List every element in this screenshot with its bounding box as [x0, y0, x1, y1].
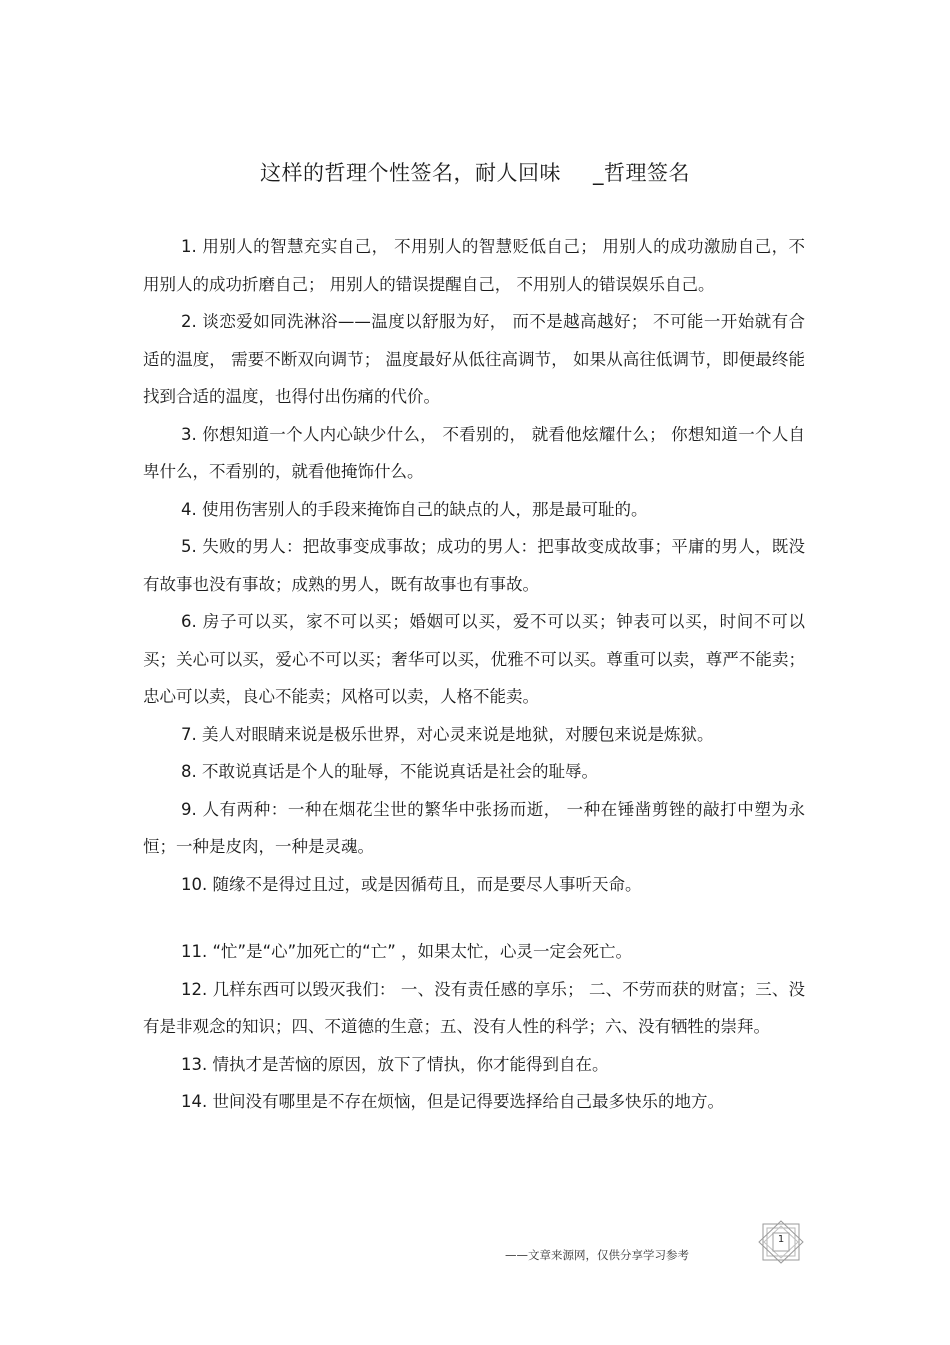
paragraph: 10. 随缘不是得过且过，或是因循苟且，而是要尽人事听天命。 — [181, 874, 642, 894]
section-spacer — [143, 903, 805, 933]
paragraph: 5. 失败的男人：把故事变成事故；成功的男人：把事故变成故事；平庸的男人，既没有故事也没有事故；成熟的男人，既有故事也有事故。 — [143, 537, 805, 594]
paragraph: 12. 几样东西可以毁灭我们： 一、没有责任感的享乐； 二、不劳而获的财富；三、没有是非观念的知识；四、不道德的生意；五、没有人性的科学；六、没有牺牲的崇拜。 — [143, 979, 805, 1036]
footer-source-note: ——文章来源网，仅供分享学习参考 — [505, 1248, 689, 1262]
paragraph: 11. “忙”是“心”加死亡的“亡” ，如果太忙，心灵一定会死亡。 — [181, 942, 633, 961]
document-title — [0, 158, 950, 188]
paragraph: 14. 世间没有哪里是不存在烦恼，但是记得要选择给自己最多快乐的地方。 — [181, 1092, 724, 1111]
paragraph: 1. 用别人的智慧充实自己， 不用别人的智慧贬低自己； 用别人的成功激励自己，不用别人的成功折磨自己； 用别人的错误提醒自己， 不用别人的错误娱乐自己。 — [143, 237, 805, 294]
paragraph: 9. 人有两种：一种在烟花尘世的繁华中张扬而逝， 一种在锤凿剪锉的敲打中塑为永恒；一种是皮肉，一种是灵魂。 — [143, 799, 805, 856]
paragraph: 3. 你想知道一个人内心缺少什么， 不看别的， 就看他炫耀什么； 你想知道一个人自卑什么，不看别的，就看他掩饰什么。 — [143, 424, 805, 481]
paragraph: 8. 不敢说真话是个人的耻辱，不能说真话是社会的耻辱。 — [181, 762, 598, 781]
paragraph: 4. 使用伤害别人的手段来掩饰自己的缺点的人，那是最可耻的。 — [181, 499, 648, 519]
title-suffix: _哲理签名 — [593, 161, 690, 185]
paragraph: 13. 情执才是苦恼的原因，放下了情执，你才能得到自在。 — [181, 1054, 609, 1074]
page-number: 1 — [777, 1234, 785, 1245]
title-main: 这样的哲理个性签名，耐人回味 — [260, 161, 561, 185]
document-body — [143, 228, 805, 1121]
paragraph: 6. 房子可以买，家不可以买；婚姻可以买，爱不可以买；钟表可以买，时间不可以买；关心可以买，爱心不可以买；奢华可以买，优雅不可以买。尊重可以卖，尊严不能卖；忠心可以卖，良心不能卖；风格可以卖，人格不能卖。 — [143, 612, 805, 706]
paragraph: 2. 谈恋爱如同洗淋浴——温度以舒服为好， 而不是越高越好； 不可能一开始就有合适的温度， 需要不断双向调节； 温度最好从低往高调节， 如果从高往低调节，即便最终能找到合适的温度，也得付出伤痛的代价。 — [143, 312, 805, 406]
paragraph: 7. 美人对眼睛来说是极乐世界，对心灵来说是地狱，对腰包来说是炼狱。 — [181, 724, 714, 744]
